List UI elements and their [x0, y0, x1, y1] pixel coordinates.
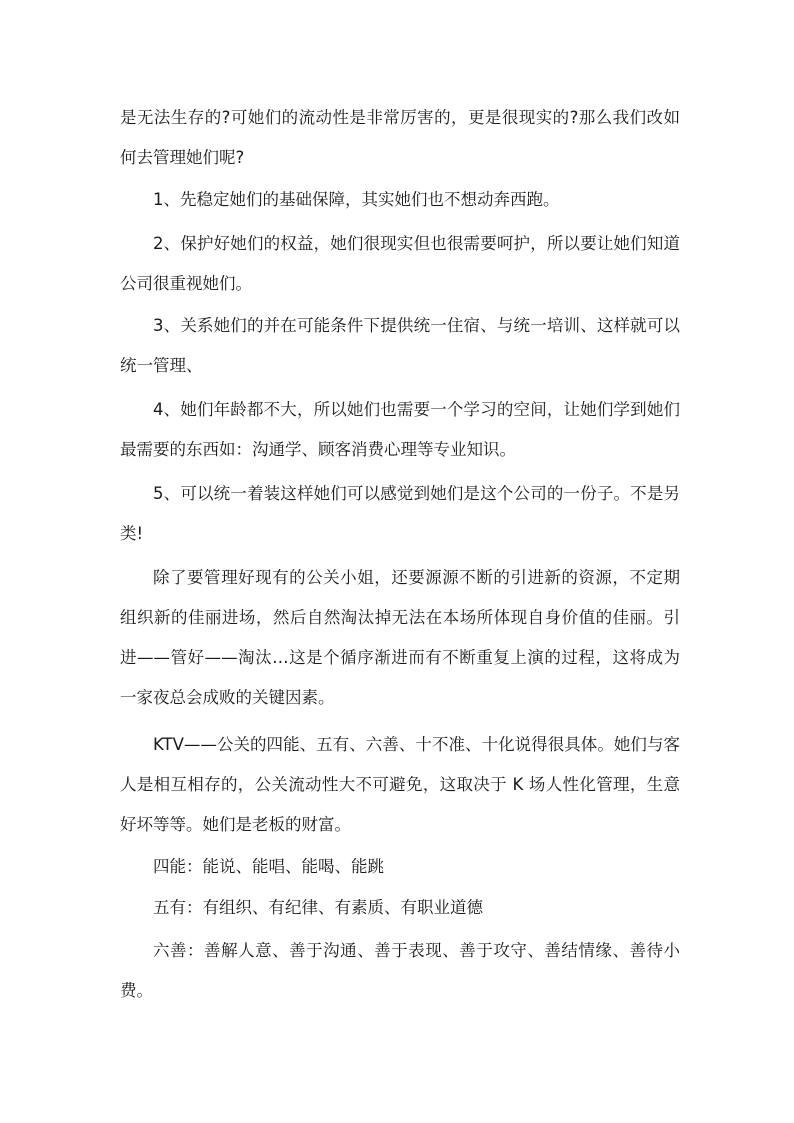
paragraph-four-abilities: 四能：能说、能唱、能喝、能跳: [153, 857, 384, 876]
paragraph-recruitment: 除了要管理好现有的公关小姐，还要源源不断的引进新的资源，不定期组织新的佳丽进场，然后自然淘汰掉无法在本场所体现自身价值的佳丽。引进——管好——淘汰…这是个循序渐进而有不断重复上演的过程，这将成为一家夜总会成败的关键因素。: [120, 568, 680, 707]
list-item-5: 5、可以统一着装这样她们可以感觉到她们是这个公司的一份子。不是另类!: [120, 484, 680, 543]
paragraph-six-goods: 六善：善解人意、善于沟通、善于表现、善于攻守、善结情缘、善待小费。: [120, 941, 680, 1000]
list-item-2: 2、保护好她们的权益，她们很现实但也很需要呵护，所以要让她们知道公司很重视她们。: [120, 234, 680, 293]
list-item-4: 4、她们年龄都不大，所以她们也需要一个学习的空间，让她们学到她们最需要的东西如：沟通学、顾客消费心理等专业知识。: [120, 400, 680, 459]
list-item-3: 3、关系她们的并在可能条件下提供统一住宿、与统一培训、这样就可以统一管理、: [120, 316, 680, 375]
paragraph-ktv: KTV——公关的四能、五有、六善、十不准、十化说得很具体。她们与客人是相互相存的，公关流动性大不可避免，这取决于 K 场人性化管理，生意好坏等等。她们是老板的财富。: [120, 735, 680, 834]
paragraph-five-haves: 五有：有组织、有纪律、有素质、有职业道德: [153, 898, 483, 917]
list-item-1: 1、先稳定她们的基础保障，其实她们也不想动奔西跑。: [153, 190, 560, 209]
paragraph-continuation: 是无法生存的?可她们的流动性是非常厉害的，更是很现实的?那么我们改如何去管理她们呢?: [120, 108, 680, 167]
